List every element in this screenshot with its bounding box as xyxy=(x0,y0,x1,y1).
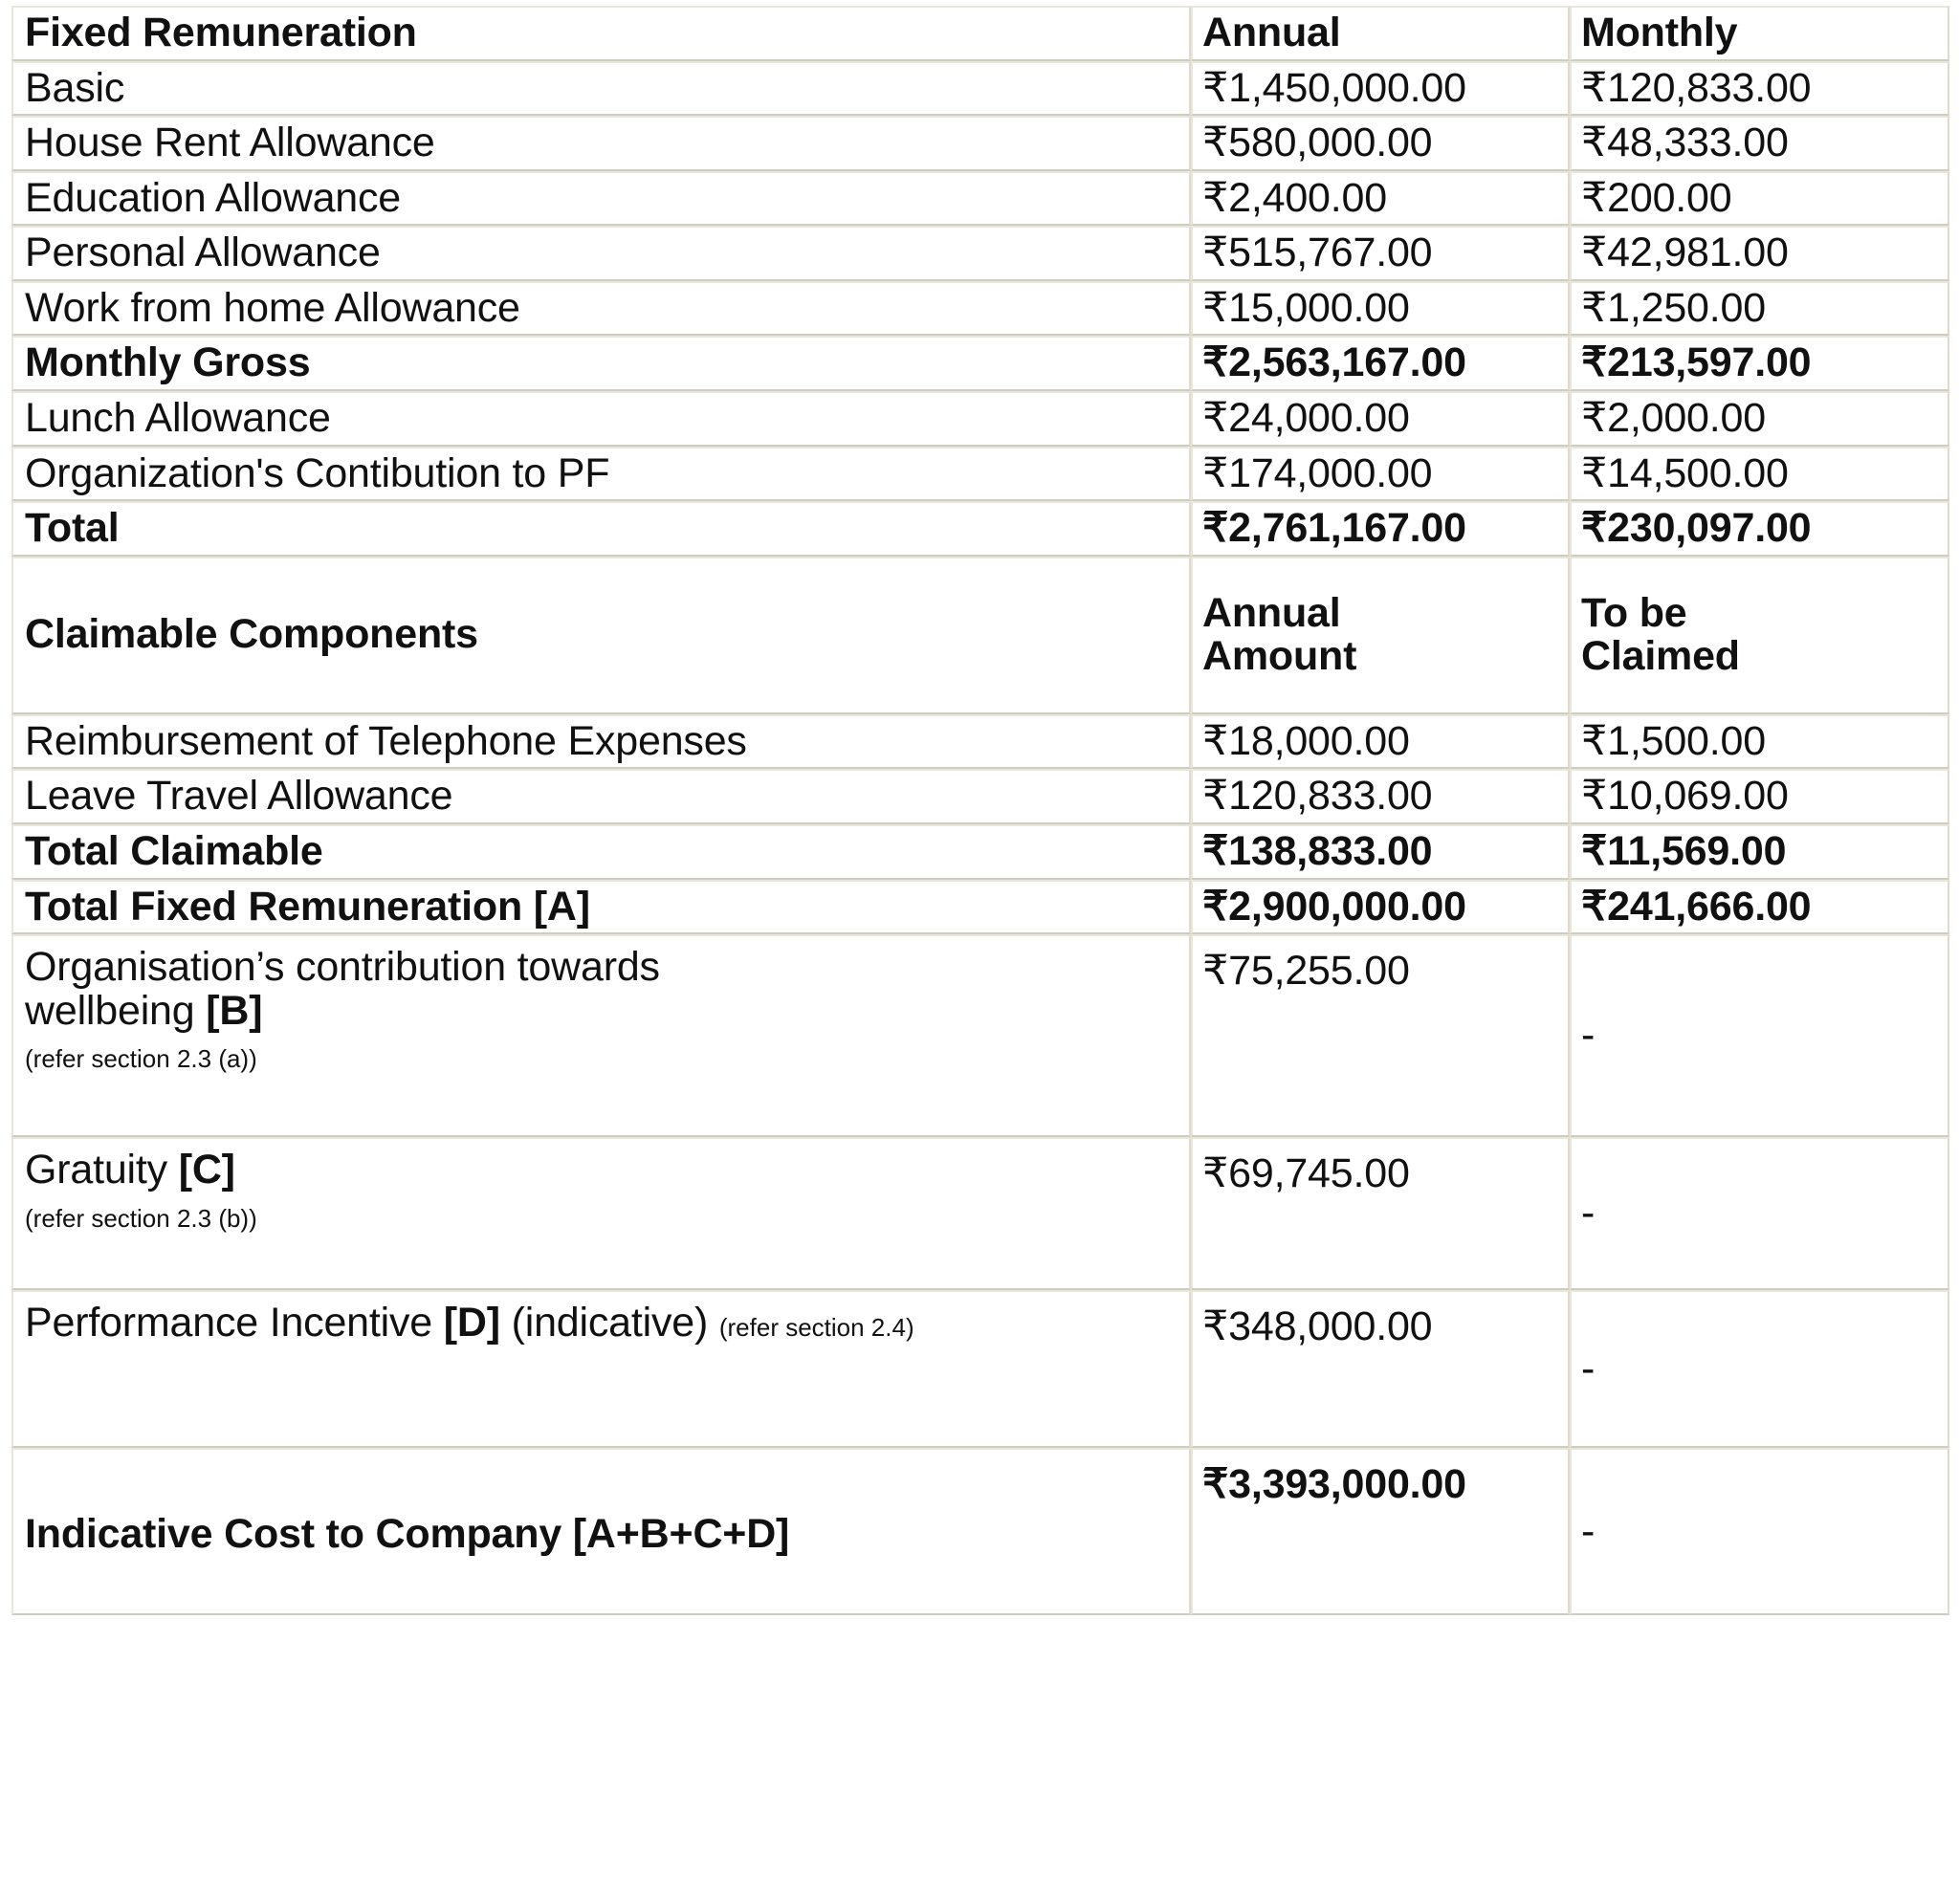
performance-incentive-suffix: (indicative) xyxy=(499,1300,719,1346)
ctc-annual: ₹3,393,000.00 xyxy=(1191,1448,1570,1615)
table-row-gratuity xyxy=(11,1137,1949,1290)
row-monthly-value: ₹230,097.00 xyxy=(1570,501,1949,557)
claimable-header-annual-line1: Annual xyxy=(1202,589,1341,636)
row-monthly-value: ₹10,069.00 xyxy=(1570,769,1949,824)
row-label: Education Allowance xyxy=(11,171,1191,227)
table-row xyxy=(11,714,1949,770)
row-monthly-value: ₹1,250.00 xyxy=(1570,281,1949,337)
row-label: Basic xyxy=(11,61,1191,117)
performance-incentive-label-main: Performance Incentive xyxy=(25,1300,444,1346)
total-fixed-annual: ₹2,900,000.00 xyxy=(1191,880,1570,935)
row-monthly-value: ₹213,597.00 xyxy=(1570,336,1949,391)
table-row xyxy=(11,226,1949,281)
table-row xyxy=(11,171,1949,227)
row-annual-value: ₹2,563,167.00 xyxy=(1191,336,1570,391)
wellbeing-monthly xyxy=(1570,934,1949,1137)
claimable-header-monthly-line1: To be xyxy=(1581,589,1687,636)
claimable-header-monthly xyxy=(1570,557,1949,714)
claimable-header-annual-line2: Amount xyxy=(1202,633,1357,680)
table-row xyxy=(11,116,1949,171)
table-row-ctc xyxy=(11,1448,1949,1615)
total-fixed-label: Total Fixed Remuneration [A] xyxy=(11,880,1191,935)
row-annual-value: ₹24,000.00 xyxy=(1191,391,1570,447)
total-fixed-monthly: ₹241,666.00 xyxy=(1570,880,1949,935)
row-label: Leave Travel Allowance xyxy=(11,769,1191,824)
row-annual-value: ₹18,000.00 xyxy=(1191,714,1570,770)
column-header-monthly: Monthly xyxy=(1570,6,1949,61)
table-row-total xyxy=(11,501,1949,557)
row-monthly-value: ₹14,500.00 xyxy=(1570,447,1949,502)
claimable-header-label: Claimable Components xyxy=(11,557,1191,714)
dash-placeholder: - xyxy=(1581,1190,1596,1237)
dash-placeholder: - xyxy=(1581,1012,1596,1059)
table-row-wellbeing xyxy=(11,934,1949,1137)
column-header-label: Fixed Remuneration xyxy=(11,6,1191,61)
row-label: Total Claimable xyxy=(11,824,1191,880)
claimable-header-monthly-line2: Claimed xyxy=(1581,633,1740,680)
ctc-label: Indicative Cost to Company [A+B+C+D] xyxy=(11,1448,1191,1615)
table-row-subtotal xyxy=(11,824,1949,880)
row-annual-value: ₹15,000.00 xyxy=(1191,281,1570,337)
gratuity-annual: ₹69,745.00 xyxy=(1191,1137,1570,1290)
table-row xyxy=(11,281,1949,337)
remuneration-table xyxy=(11,6,1949,1615)
row-monthly-value: ₹120,833.00 xyxy=(1570,61,1949,117)
gratuity-note: (refer section 2.3 (b)) xyxy=(25,1203,257,1233)
row-monthly-value: ₹48,333.00 xyxy=(1570,116,1949,171)
performance-incentive-annual: ₹348,000.00 xyxy=(1191,1290,1570,1448)
row-label: Reimbursement of Telephone Expenses xyxy=(11,714,1191,770)
wellbeing-label xyxy=(11,934,1191,1137)
row-monthly-value: ₹11,569.00 xyxy=(1570,824,1949,880)
wellbeing-tag: [B] xyxy=(206,987,263,1034)
row-label: Personal Allowance xyxy=(11,226,1191,281)
wellbeing-annual: ₹75,255.00 xyxy=(1191,934,1570,1137)
gratuity-label xyxy=(11,1137,1191,1290)
table-row-total-fixed xyxy=(11,880,1949,935)
wellbeing-label-main: Organisation’s contribution towards xyxy=(25,944,660,991)
row-annual-value: ₹120,833.00 xyxy=(1191,769,1570,824)
row-annual-value: ₹580,000.00 xyxy=(1191,116,1570,171)
row-monthly-value: ₹42,981.00 xyxy=(1570,226,1949,281)
wellbeing-note: (refer section 2.3 (a)) xyxy=(25,1044,257,1074)
dash-placeholder: - xyxy=(1581,1507,1596,1554)
row-annual-value: ₹2,761,167.00 xyxy=(1191,501,1570,557)
performance-incentive-label xyxy=(11,1290,1191,1448)
row-label: Work from home Allowance xyxy=(11,281,1191,337)
row-monthly-value: ₹200.00 xyxy=(1570,171,1949,227)
row-monthly-value: ₹2,000.00 xyxy=(1570,391,1949,447)
performance-incentive-note: (refer section 2.4) xyxy=(718,1313,914,1343)
row-monthly-value: ₹1,500.00 xyxy=(1570,714,1949,770)
row-label: Organization's Contibution to PF xyxy=(11,447,1191,502)
claimable-header-annual xyxy=(1191,557,1570,714)
row-label: Lunch Allowance xyxy=(11,391,1191,447)
row-annual-value: ₹2,400.00 xyxy=(1191,171,1570,227)
gratuity-monthly xyxy=(1570,1137,1949,1290)
table-row xyxy=(11,391,1949,447)
claimable-header-row xyxy=(11,557,1949,714)
row-annual-value: ₹515,767.00 xyxy=(1191,226,1570,281)
performance-incentive-tag: [D] xyxy=(443,1300,500,1346)
gratuity-label-main: Gratuity xyxy=(25,1147,179,1193)
column-header-annual: Annual xyxy=(1191,6,1570,61)
table-row-performance-incentive xyxy=(11,1290,1949,1448)
performance-incentive-monthly xyxy=(1570,1290,1949,1448)
row-label: Total xyxy=(11,501,1191,557)
table-row xyxy=(11,769,1949,824)
row-annual-value: ₹1,450,000.00 xyxy=(1191,61,1570,117)
table-row xyxy=(11,61,1949,117)
table-header-row xyxy=(11,6,1949,61)
row-label: Monthly Gross xyxy=(11,336,1191,391)
row-annual-value: ₹138,833.00 xyxy=(1191,824,1570,880)
dash-placeholder: - xyxy=(1581,1345,1596,1391)
row-annual-value: ₹174,000.00 xyxy=(1191,447,1570,502)
table-row-subtotal xyxy=(11,336,1949,391)
wellbeing-label-line2: wellbeing xyxy=(25,987,207,1034)
gratuity-tag: [C] xyxy=(178,1147,235,1193)
row-label: House Rent Allowance xyxy=(11,116,1191,171)
table-row xyxy=(11,447,1949,502)
ctc-monthly xyxy=(1570,1448,1949,1615)
